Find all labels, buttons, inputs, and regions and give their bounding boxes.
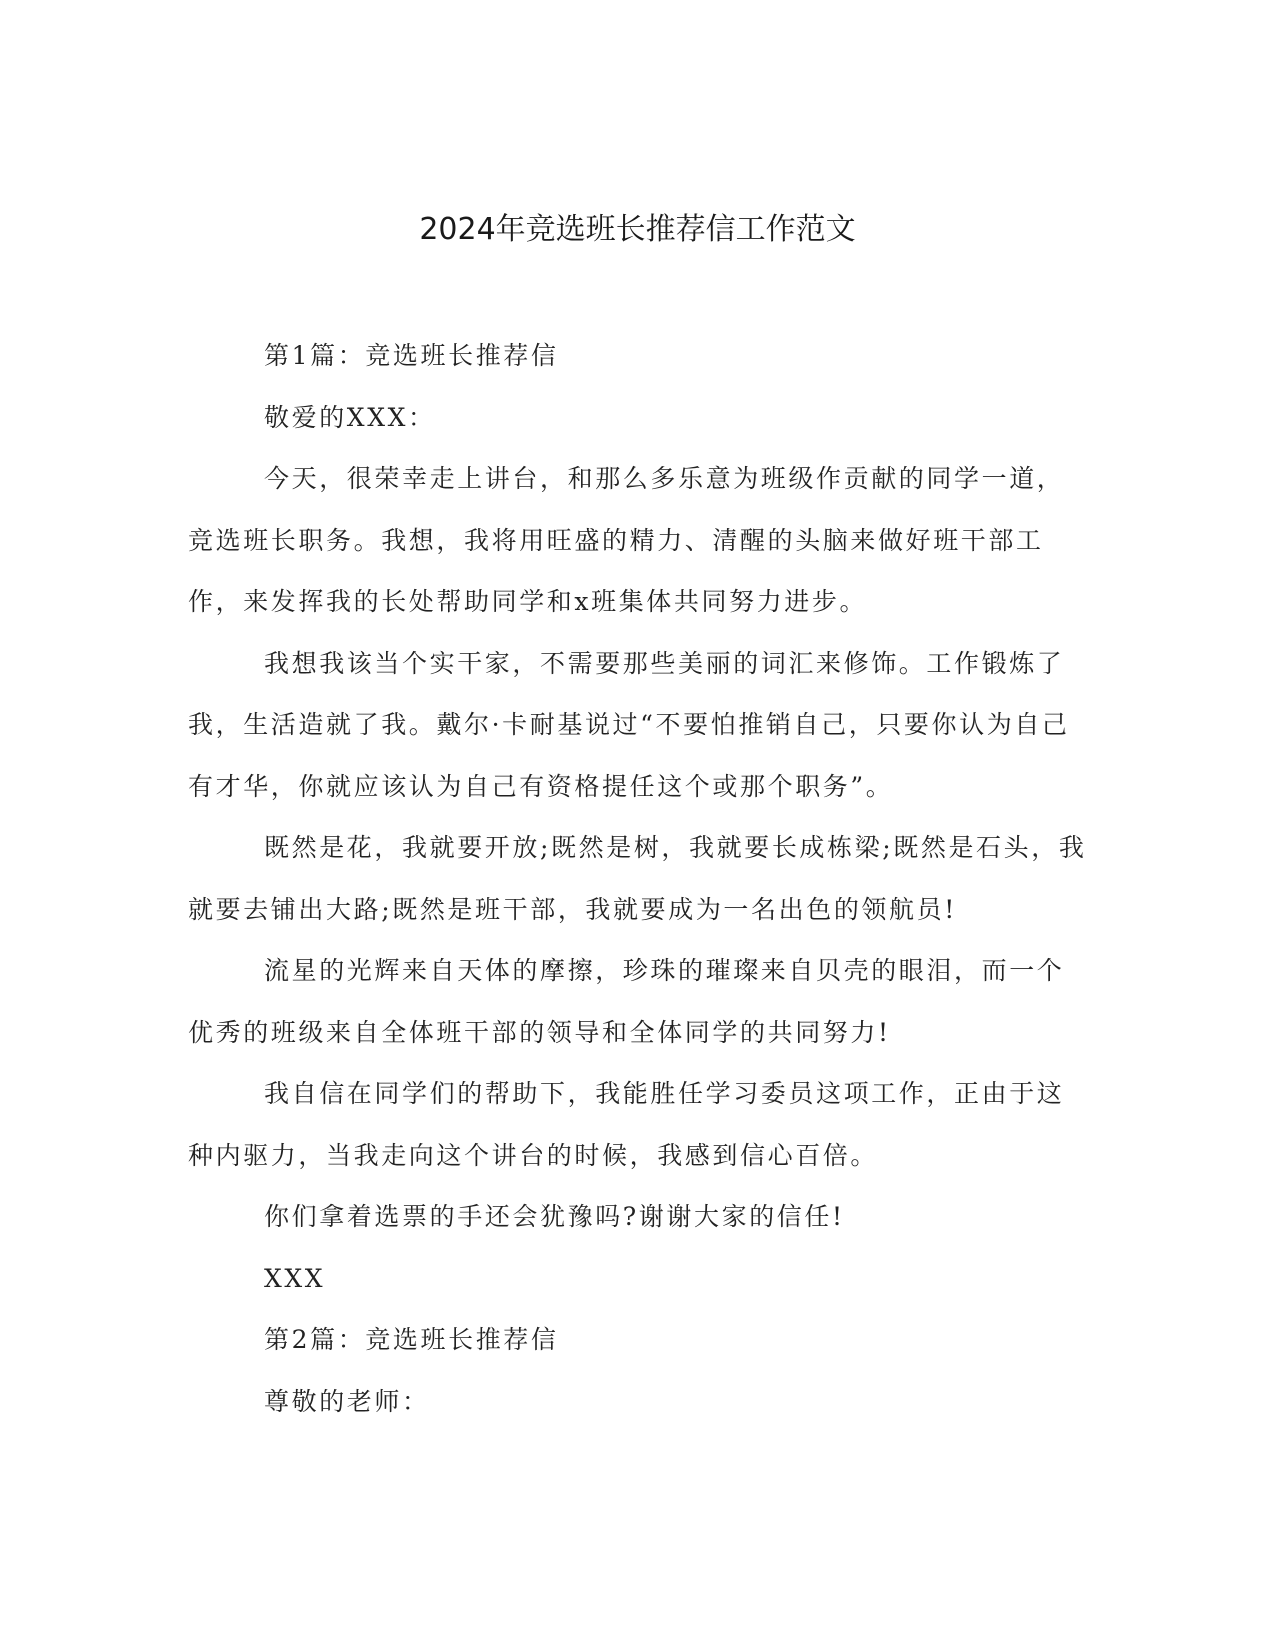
salutation-1: 敬爱的XXX： bbox=[264, 402, 436, 432]
salutation-2: 尊敬的老师： bbox=[264, 1386, 430, 1416]
section-heading-2: 第2篇：竞选班长推荐信 bbox=[264, 1325, 559, 1354]
paragraph: 我自信在同学们的帮助下，我能胜任学习委员这项工作，正由于这种内驱力，当我走向这个讲台的时候，我感到信心百倍。 bbox=[188, 1079, 1065, 1170]
signature: XXX bbox=[264, 1263, 326, 1293]
document-body bbox=[188, 325, 1088, 1432]
paragraph: 既然是花，我就要开放;既然是树，我就要长成栋梁;既然是石头，我就要去铺出大路;既然是班干部，我就要成为一名出色的领航员! bbox=[188, 833, 1087, 924]
document-title: 2024年竞选班长推荐信工作范文 bbox=[419, 212, 856, 247]
paragraph: 我想我该当个实干家，不需要那些美丽的词汇来修饰。工作锻炼了我，生活造就了我。戴尔·卡耐基说过“不要怕推销自己，只要你认为自己有才华，你就应该认为自己有资格提任这个或那个职务”。 bbox=[188, 648, 1070, 801]
paragraph: 你们拿着选票的手还会犹豫吗?谢谢大家的信任! bbox=[264, 1202, 845, 1231]
section-heading-1: 第1篇：竞选班长推荐信 bbox=[264, 341, 559, 370]
paragraph: 流星的光辉来自天体的摩擦，珍珠的璀璨来自贝壳的眼泪，而一个优秀的班级来自全体班干部的领导和全体同学的共同努力! bbox=[188, 956, 1065, 1047]
paragraph: 今天，很荣幸走上讲台，和那么多乐意为班级作贡献的同学一道，竞选班长职务。我想，我将用旺盛的精力、清醒的头脑来做好班干部工作，来发挥我的长处帮助同学和x班集体共同努力进步。 bbox=[188, 464, 1065, 616]
